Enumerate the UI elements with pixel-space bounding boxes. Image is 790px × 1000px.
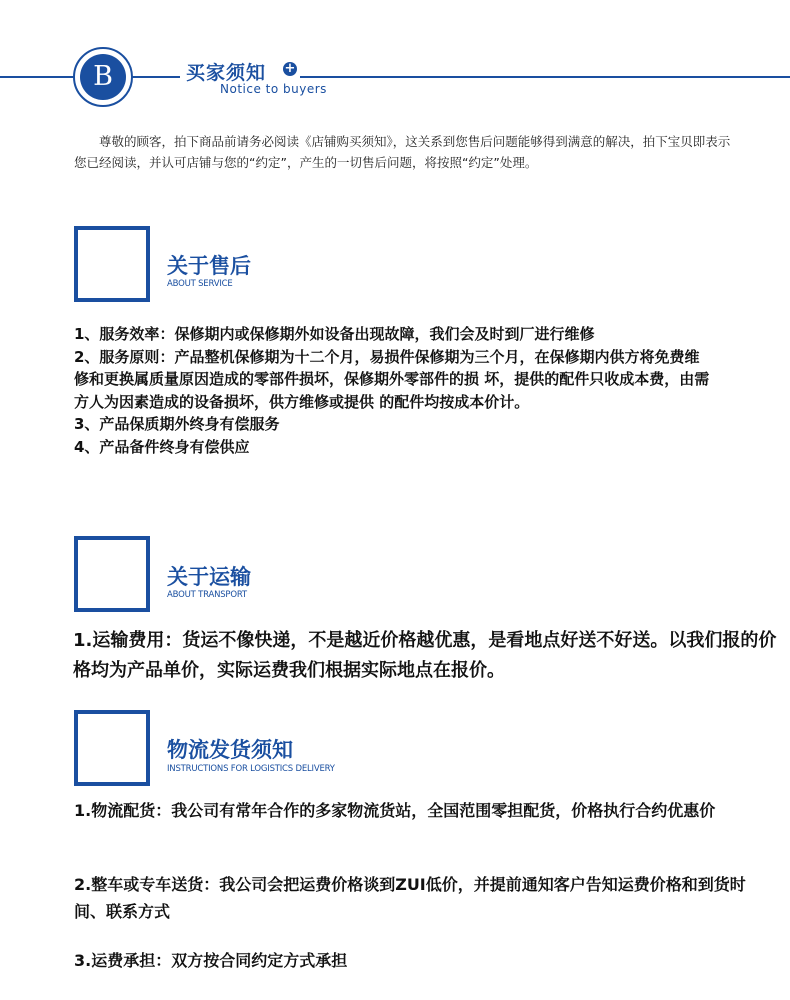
- transport-subtitle: ABOUT TRANSPORT: [167, 590, 247, 600]
- logistics-item-3: [74, 947, 754, 974]
- list-item: 3、产品保质期外终身有偿服务: [74, 415, 280, 433]
- transport-text: 1.运输费用：货运不像快递，不是越近价格越优惠，是看地点好送不好送。以我们报的价格均为产品单价，实际运费我们根据实际地点在报价。: [73, 630, 777, 681]
- transport-text-block: [73, 626, 790, 686]
- logistics-item-1: [74, 797, 754, 824]
- logistics-square-icon: [74, 710, 150, 786]
- after-sales-square-icon: [74, 226, 150, 302]
- intro-text: 尊敬的顾客，拍下商品前请务必阅读《店铺购买须知》，这关系到您售后问题能够得到满意的解决，拍下宝贝即表示您已经阅读，并认可店铺与您的“约定”，产生的一切售后问题，将按照“约定”处理。: [74, 134, 731, 170]
- header-rule-right: [300, 76, 790, 78]
- list-item: 4、产品备件终身有偿供应: [74, 437, 250, 456]
- plus-icon: +: [284, 61, 296, 76]
- list-item: 1.物流配货：我公司有常年合作的多家物流货站，全国范围零担配货，价格执行合约优惠价: [74, 801, 716, 820]
- header-rule-left: [0, 76, 78, 78]
- page-title: 买家须知: [186, 62, 267, 84]
- list-item: 1、服务效率：保修期内或保修期外如设备出现故障，我们会及时到厂进行维修: [74, 325, 595, 343]
- page-subtitle: Notice to buyers: [220, 82, 327, 96]
- list-item: 2.整车或专车送货：我公司会把运费价格谈到ZUI低价，并提前通知客户告知运费价格和到货时间、联系方式: [74, 875, 746, 921]
- after-sales-subtitle: ABOUT SERVICE: [167, 279, 233, 289]
- intro-paragraph: [74, 131, 734, 173]
- list-item: 3.运费承担：双方按合同约定方式承担: [74, 951, 348, 970]
- after-sales-list: [74, 323, 714, 458]
- transport-title: 关于运输: [167, 565, 251, 589]
- logistics-item-2: [74, 871, 754, 925]
- logo-icon: B: [80, 54, 126, 100]
- logistics-subtitle: INSTRUCTIONS FOR LOGISTICS DELIVERY: [167, 764, 335, 774]
- header-rule-middle: [130, 76, 180, 78]
- after-sales-title: 关于售后: [167, 254, 251, 278]
- list-item: 2、服务原则：产品整机保修期为十二个月，易损件保修期为三个月，在保修期内供方将免费维修和更换属质量原因造成的零部件损坏，保修期外零部件的损 坏，提供的配件只收成本费，由需方人为因素造成的设备损坏，供方维修或提供 的配件均按成本价计。: [74, 347, 710, 411]
- logistics-title: 物流发货须知: [167, 738, 293, 762]
- transport-square-icon: [74, 536, 150, 612]
